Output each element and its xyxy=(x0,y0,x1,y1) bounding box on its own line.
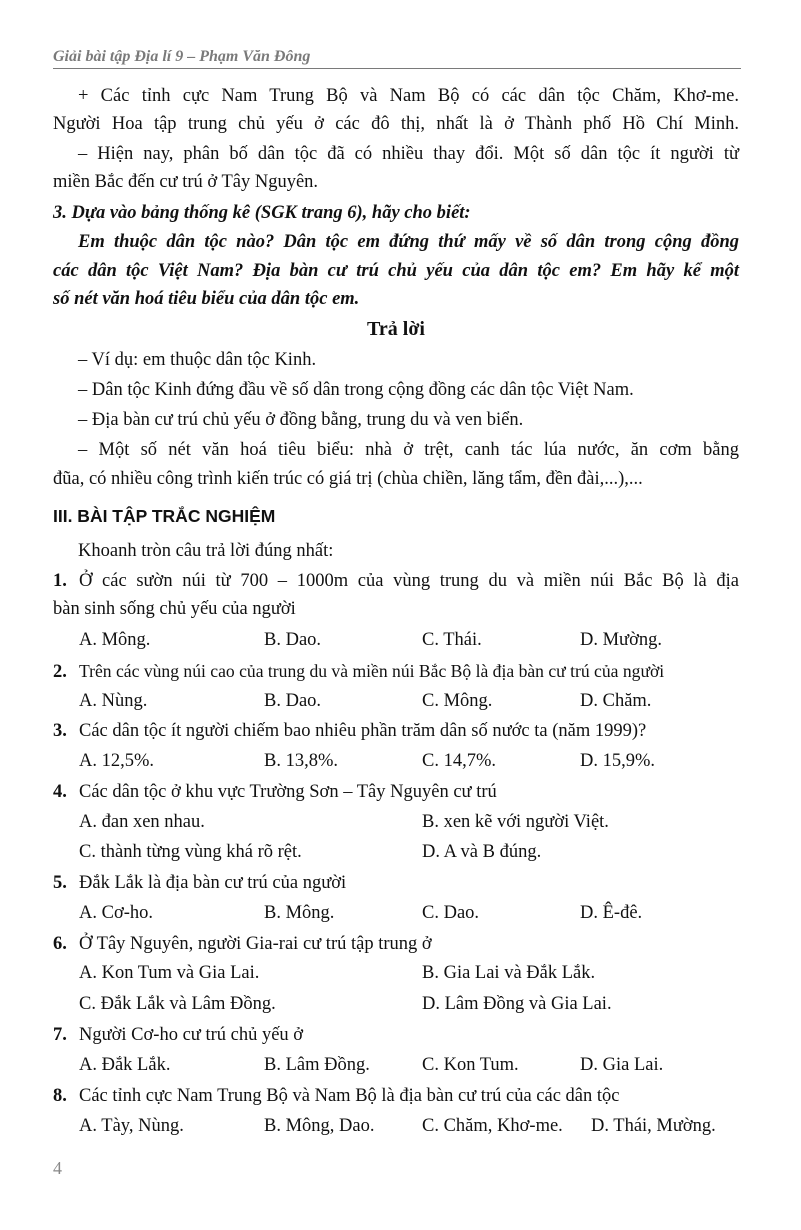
mcq-6-option-d[interactable]: D. Lâm Đồng và Gia Lai. xyxy=(422,994,612,1014)
mcq-1-option-c[interactable]: C. Thái. xyxy=(422,630,482,650)
mcq-1-stem-cont: bàn sinh sống chủ yếu của người xyxy=(53,599,296,619)
mcq-text: Đắk Lắk là địa bàn cư trú của người xyxy=(79,873,347,893)
mcq-6-option-b[interactable]: B. Gia Lai và Đắk Lắk. xyxy=(422,963,596,983)
intro-line-1: + Các tỉnh cực Nam Trung Bộ và Nam Bộ có các dân tộc Chăm, Khơ-me. xyxy=(78,86,739,106)
mcq-text: Trên các vùng núi cao của trung du và miền núi Bắc Bộ là địa bàn cư trú của người xyxy=(79,661,665,681)
mcq-3-option-d[interactable]: D. 15,9%. xyxy=(580,751,656,771)
mcq-text: Các dân tộc ít người chiếm bao nhiêu phần trăm dân số nước ta (năm 1999)? xyxy=(79,721,647,741)
intro-line-3: – Hiện nay, phân bố dân tộc đã có nhiều thay đổi. Một số dân tộc ít người từ xyxy=(78,144,739,164)
mcq-4-option-b[interactable]: B. xen kẽ với người Việt. xyxy=(422,812,609,832)
mcq-5-option-d[interactable]: D. Ê-đê. xyxy=(580,903,643,923)
answer-line-3: – Địa bàn cư trú chủ yếu ở đồng bằng, trung du và ven biển. xyxy=(78,410,524,430)
mcq-5-stem xyxy=(53,872,739,894)
mcq-text: Người Cơ-ho cư trú chủ yếu ở xyxy=(79,1025,304,1045)
intro-line-4: miền Bắc đến cư trú ở Tây Nguyên. xyxy=(53,172,319,192)
running-header: Giải bài tập Địa lí 9 – Phạm Văn Đông xyxy=(53,48,311,65)
mcq-3-option-a[interactable]: A. 12,5%. xyxy=(79,751,155,771)
mcq-3-option-b[interactable]: B. 13,8%. xyxy=(264,751,338,771)
mcq-7-option-b[interactable]: B. Lâm Đồng. xyxy=(264,1055,370,1075)
mcq-8-option-c[interactable]: C. Chăm, Khơ-me. xyxy=(422,1116,563,1136)
page-number: 4 xyxy=(53,1158,62,1178)
intro-line-2: Người Hoa tập trung chủ yếu ở các đô thị, nhất là ở Thành phố Hồ Chí Minh. xyxy=(53,114,739,134)
mcq-1-stem xyxy=(53,570,739,592)
mcq-text: Các tỉnh cực Nam Trung Bộ và Nam Bộ là địa bàn cư trú của các dân tộc xyxy=(79,1086,620,1106)
answer-line-1: – Ví dụ: em thuộc dân tộc Kinh. xyxy=(78,350,317,370)
mcq-number: 1. xyxy=(53,571,67,591)
answer-line-5: đũa, có nhiều công trình kiến trúc có giá trị (chùa chiền, lăng tẩm, đền đài,...),... xyxy=(53,469,643,489)
mcq-8-option-b[interactable]: B. Mông, Dao. xyxy=(264,1116,375,1136)
section-instruction: Khoanh tròn câu trả lời đúng nhất: xyxy=(78,541,334,561)
mcq-8-option-a[interactable]: A. Tày, Nùng. xyxy=(79,1116,184,1136)
mcq-6-stem xyxy=(53,933,739,955)
mcq-4-option-a[interactable]: A. đan xen nhau. xyxy=(79,812,205,832)
mcq-1-option-b[interactable]: B. Dao. xyxy=(264,630,322,650)
header-rule xyxy=(53,68,741,69)
answer-heading: Trả lời xyxy=(367,318,425,340)
mcq-text: Ở các sườn núi từ 700 – 1000m của vùng trung du và miền núi Bắc Bộ là địa xyxy=(79,571,739,591)
mcq-2-stem xyxy=(53,660,739,683)
mcq-number: 3. xyxy=(53,721,67,741)
mcq-text: Các dân tộc ở khu vực Trường Sơn – Tây Nguyên cư trú xyxy=(79,782,497,802)
mcq-4-option-c[interactable]: C. thành từng vùng khá rõ rệt. xyxy=(79,842,302,862)
mcq-5-option-c[interactable]: C. Dao. xyxy=(422,903,480,923)
mcq-6-option-a[interactable]: A. Kon Tum và Gia Lai. xyxy=(79,963,260,983)
mcq-2-option-d[interactable]: D. Chăm. xyxy=(580,691,652,711)
answer-line-4: – Một số nét văn hoá tiêu biểu: nhà ở trệt, canh tác lúa nước, ăn cơm bằng xyxy=(78,440,739,460)
mcq-7-option-d[interactable]: D. Gia Lai. xyxy=(580,1055,664,1075)
mcq-text: Ở Tây Nguyên, người Gia-rai cư trú tập trung ở xyxy=(79,934,432,954)
mcq-7-stem xyxy=(53,1024,739,1046)
mcq-1-option-d[interactable]: D. Mường. xyxy=(580,630,662,650)
question-3-line-4: số nét văn hoá tiêu biểu của dân tộc em. xyxy=(53,289,360,309)
mcq-1-option-a[interactable]: A. Mông. xyxy=(79,630,151,650)
mcq-number: 4. xyxy=(53,782,67,802)
question-3-line-3: các dân tộc Việt Nam? Địa bàn cư trú chủ yếu của dân tộc em? Em hãy kể một xyxy=(53,261,739,281)
mcq-4-option-d[interactable]: D. A và B đúng. xyxy=(422,842,542,862)
mcq-number: 6. xyxy=(53,934,67,954)
mcq-2-option-b[interactable]: B. Dao. xyxy=(264,691,322,711)
mcq-number: 5. xyxy=(53,873,67,893)
question-3-line-2: Em thuộc dân tộc nào? Dân tộc em đứng thứ mấy về số dân trong cộng đồng xyxy=(78,232,739,252)
mcq-3-stem xyxy=(53,720,739,742)
section-title: III. BÀI TẬP TRẮC NGHIỆM xyxy=(53,506,276,526)
mcq-6-option-c[interactable]: C. Đắk Lắk và Lâm Đồng. xyxy=(79,994,276,1014)
mcq-3-option-c[interactable]: C. 14,7%. xyxy=(422,751,496,771)
mcq-2-option-c[interactable]: C. Mông. xyxy=(422,691,493,711)
answer-line-2: – Dân tộc Kinh đứng đầu về số dân trong cộng đồng các dân tộc Việt Nam. xyxy=(78,380,634,400)
mcq-8-option-d[interactable]: D. Thái, Mường. xyxy=(591,1116,716,1136)
mcq-8-stem xyxy=(53,1085,739,1107)
mcq-4-stem xyxy=(53,781,739,803)
mcq-number: 8. xyxy=(53,1086,67,1106)
mcq-5-option-b[interactable]: B. Mông. xyxy=(264,903,335,923)
mcq-7-option-c[interactable]: C. Kon Tum. xyxy=(422,1055,519,1075)
mcq-number: 2. xyxy=(53,662,67,682)
mcq-5-option-a[interactable]: A. Cơ-ho. xyxy=(79,903,154,923)
question-3-title: 3. Dựa vào bảng thống kê (SGK trang 6), hãy cho biết: xyxy=(53,203,471,223)
mcq-number: 7. xyxy=(53,1025,67,1045)
mcq-2-option-a[interactable]: A. Nùng. xyxy=(79,691,148,711)
mcq-7-option-a[interactable]: A. Đắk Lắk. xyxy=(79,1055,171,1075)
